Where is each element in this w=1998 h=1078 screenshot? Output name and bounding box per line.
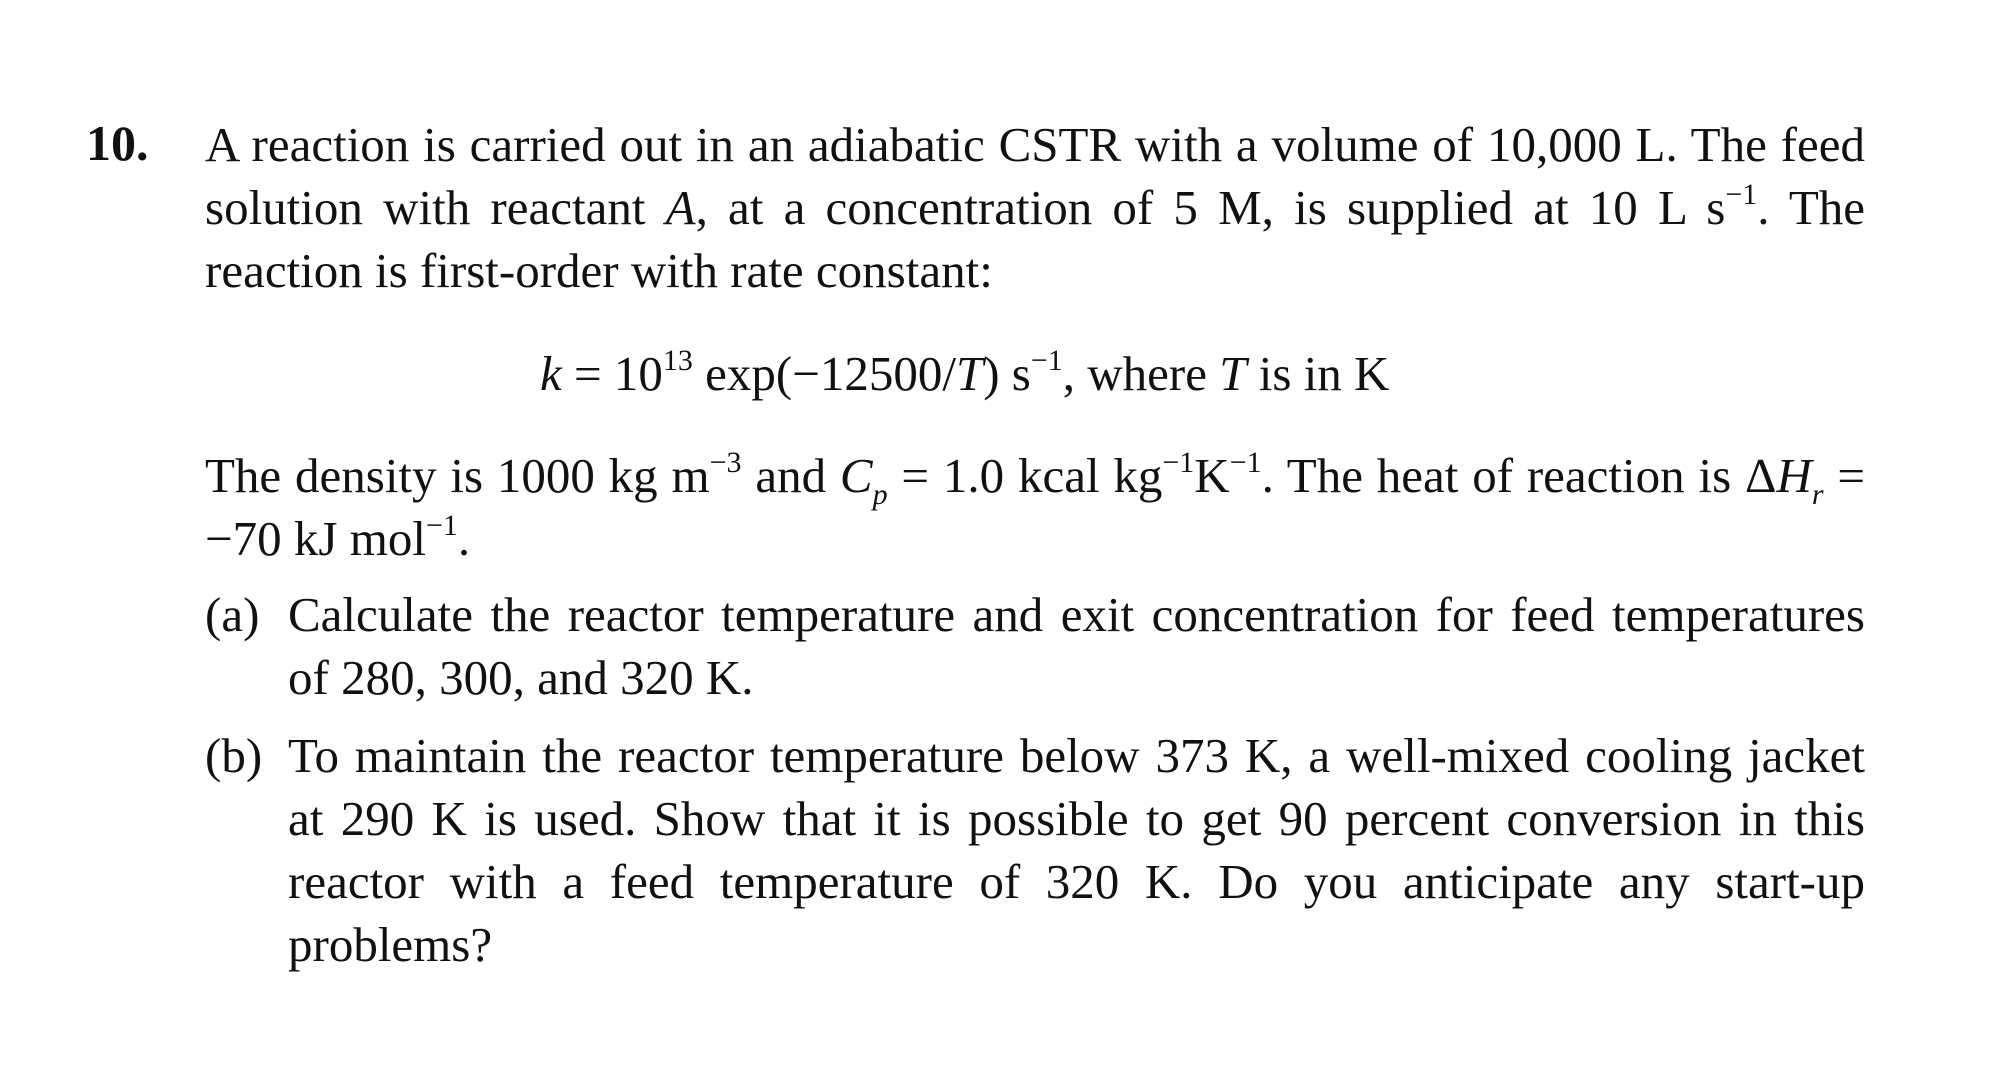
problem-number: 10. <box>86 115 149 171</box>
cp-subscript: p <box>872 478 888 511</box>
eq-part-1: = 10 <box>561 346 663 401</box>
flow-exponent: −1 <box>1725 178 1758 211</box>
problem-intro <box>205 113 1865 302</box>
eq-temperature-var-2: T <box>1219 346 1247 401</box>
density-text-1: The density is 1000 kg m <box>205 448 710 503</box>
eq-exponent-s: −1 <box>1030 344 1063 377</box>
intro-text-3: . The reaction is first-order with rate constant: <box>205 180 1866 298</box>
part-a-label: (a) <box>205 587 260 642</box>
eq-temperature-var: T <box>955 346 984 401</box>
cp-symbol: C <box>839 448 873 503</box>
part-a-text: Calculate the reactor temperature and exit concentration for feed temperatures of 280, 300, and 320 K. <box>288 587 1865 705</box>
mol-exponent: −1 <box>425 509 458 542</box>
eq-k: k <box>540 346 562 401</box>
eq-part-3: ) s <box>983 346 1031 401</box>
intro-text-1: A reaction is carried out in an adiabatic CSTR with a volume of 10,000 L. The feed solution with reactant <box>205 117 1865 235</box>
enthalpy-subscript: r <box>1811 478 1824 511</box>
intro-text-2: , at a concentration of 5 M, is supplied at 10 L s <box>695 180 1726 235</box>
density-text-5: . The heat of reaction is Δ <box>1261 448 1777 503</box>
density-text-4: K <box>1194 448 1230 503</box>
rate-constant-equation <box>540 342 1389 405</box>
density-text-7: . <box>457 511 471 566</box>
density-text-6: = −70 kJ mol <box>205 448 1865 566</box>
part-b-text: To maintain the reactor temperature below 373 K, a well-mixed cooling jacket at 290 K is used. Show that it is possible to get 90 percent conversion in this reactor with a feed temperature of 320 K. Do you anticipate any start-up problems? <box>288 728 1865 972</box>
part-b <box>205 724 1865 976</box>
eq-part-4: , where <box>1062 346 1220 401</box>
reactant-variable: A <box>665 180 696 235</box>
kg-exponent: −1 <box>1162 446 1195 479</box>
density-text-3: = 1.0 kcal kg <box>887 448 1163 503</box>
part-a <box>205 583 1865 709</box>
part-b-label: (b) <box>205 728 263 783</box>
density-exponent: −3 <box>709 446 742 479</box>
eq-part-2: exp(−12500/ <box>692 346 956 401</box>
density-paragraph <box>205 444 1865 570</box>
density-text-2: and <box>741 448 840 503</box>
enthalpy-symbol: H <box>1776 448 1812 503</box>
eq-part-5: is in K <box>1246 346 1390 401</box>
kelvin-exponent: −1 <box>1229 446 1262 479</box>
eq-exponent-13: 13 <box>662 344 693 377</box>
